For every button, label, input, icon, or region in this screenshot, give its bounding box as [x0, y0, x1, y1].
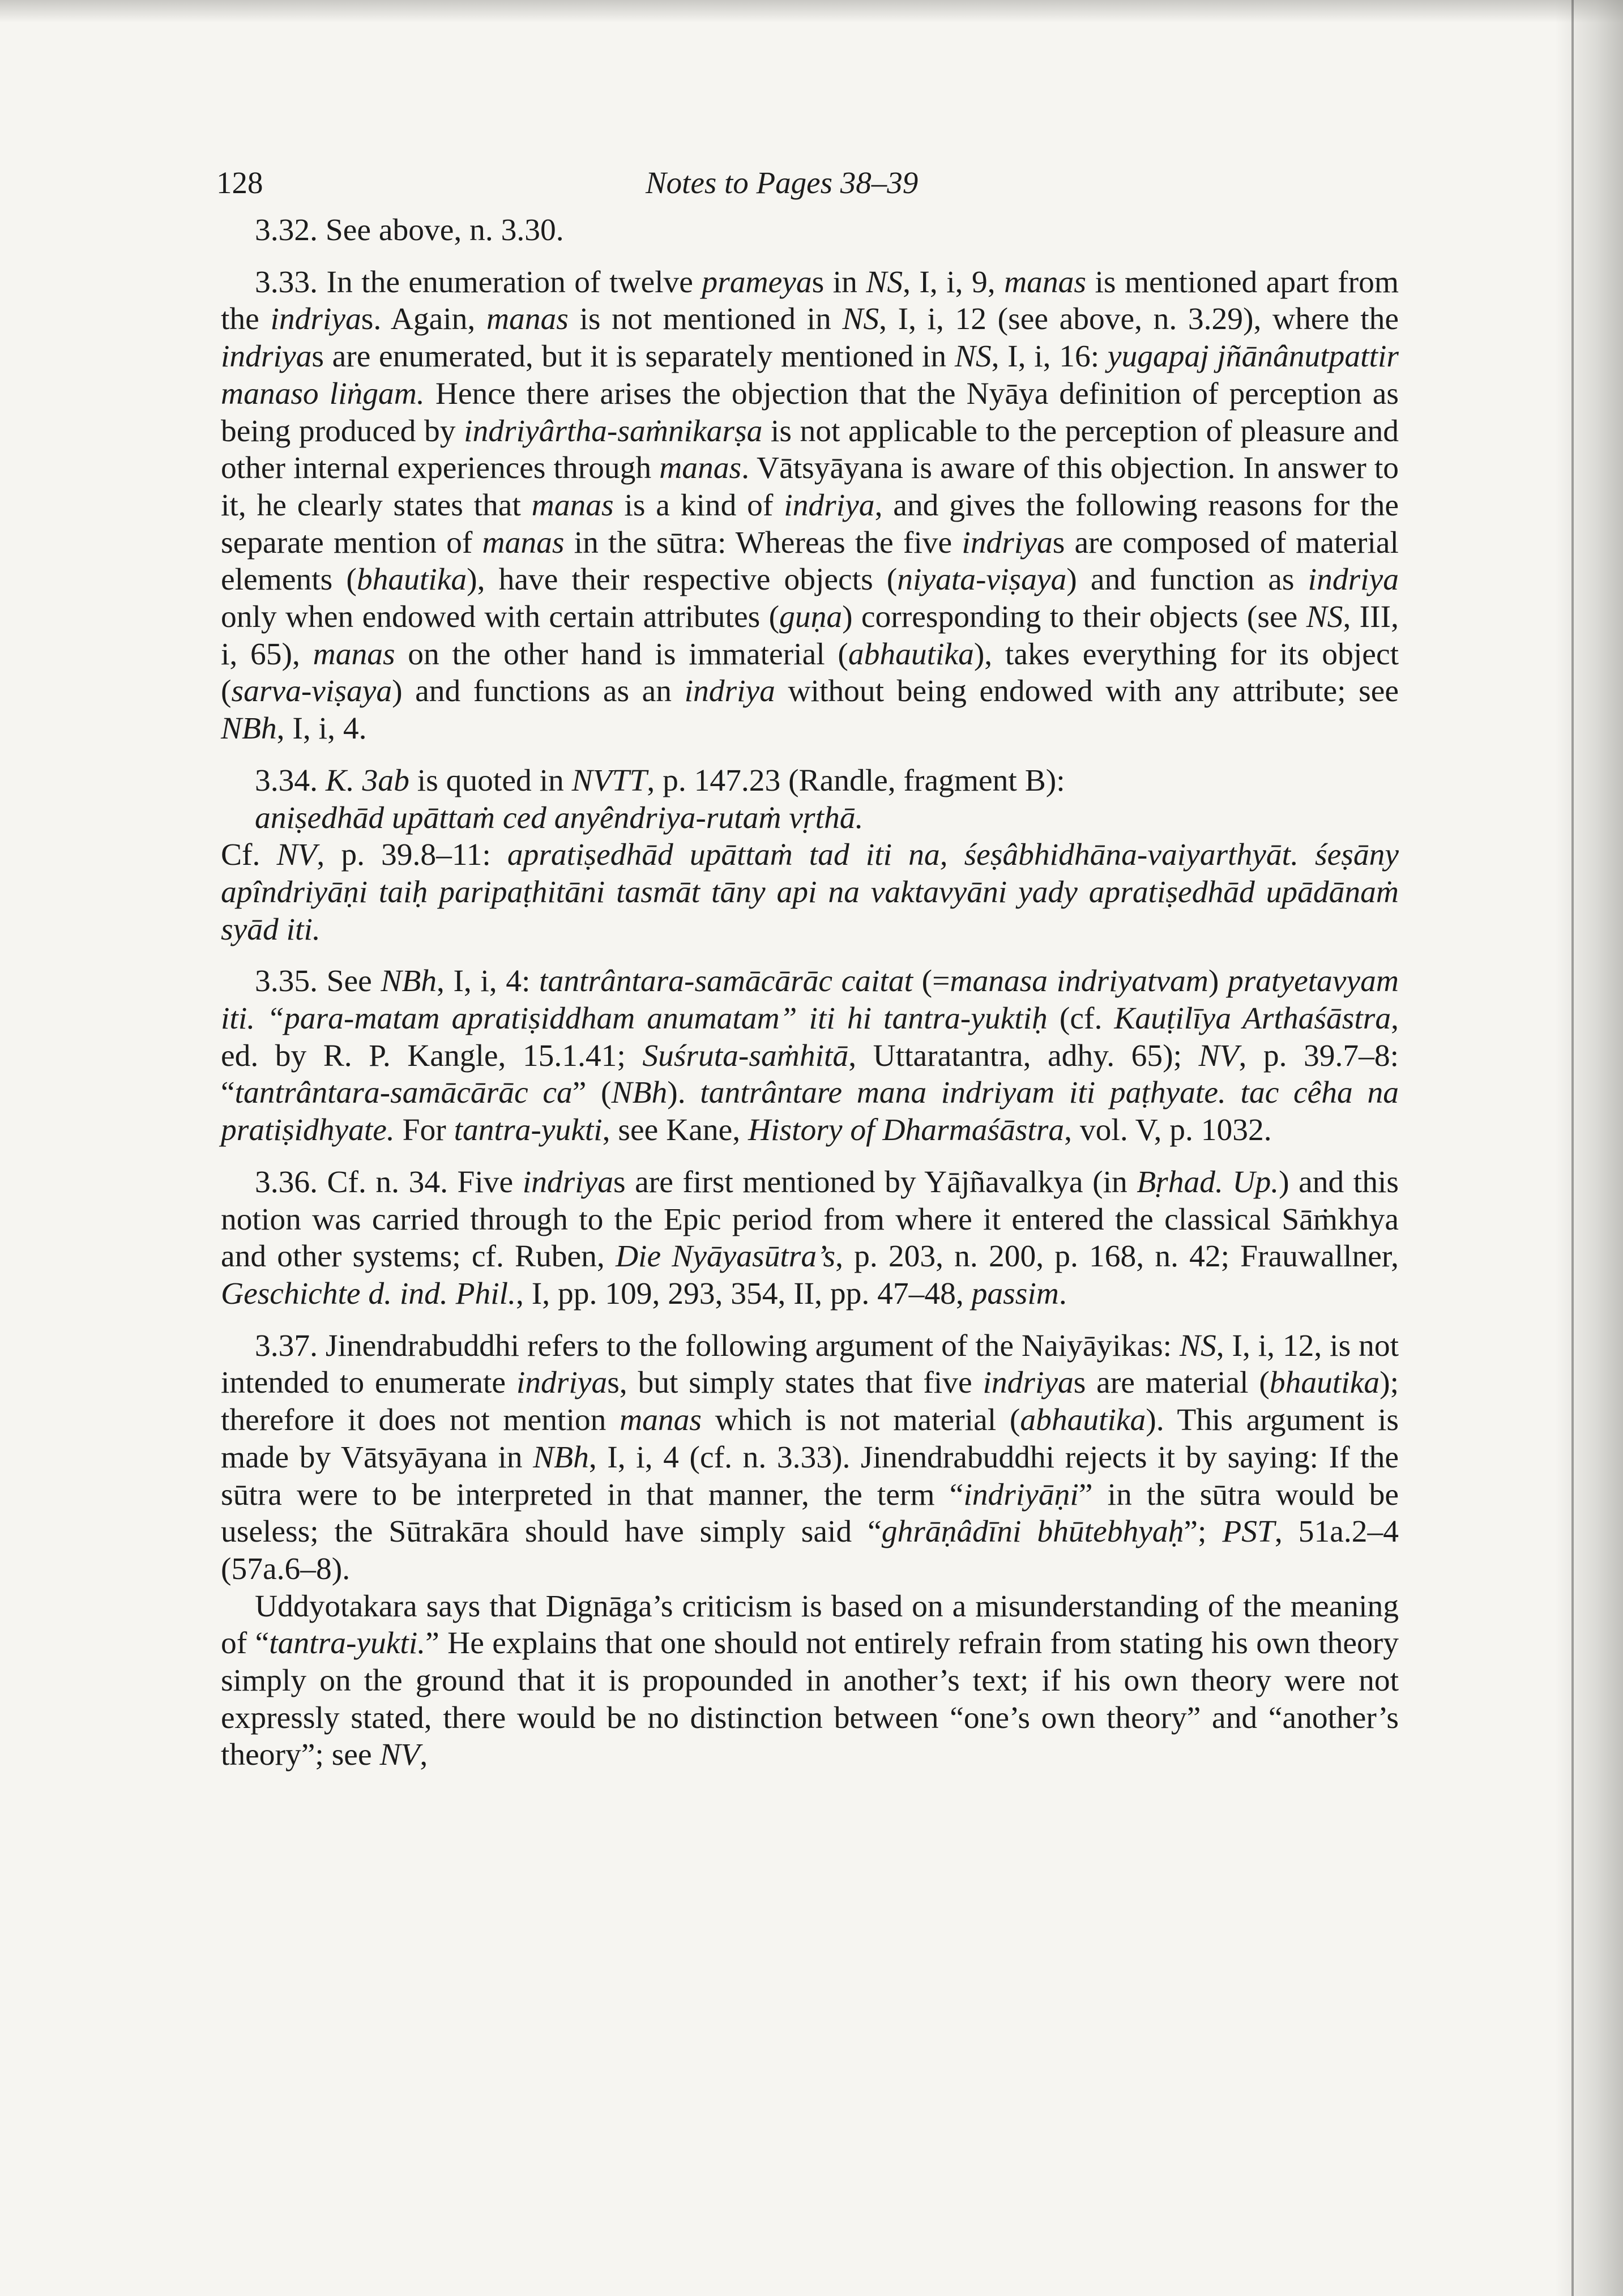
- note-3-34-verse: aniṣedhād upāttaṁ ced anyêndriya-rutaṁ vṛthā.: [255, 800, 864, 835]
- book-page: [216, 164, 1399, 2294]
- scan-edge-right: [1555, 0, 1623, 2296]
- note-3-36: 3.36. Cf. n. 34. Five indriyas are first mentioned by Yājñavalkya (in Bṛhad. Up.) and this notion was carried through to the Epic period from where it entered the classical Sāṁkhya and other systems; cf. Ruben, Die Nyāyasūtra’s, p. 203, n. 200, p. 168, n. 42; Frauwallner, Geschichte d. ind. Phil., I, pp. 109, 293, 354, II, pp. 47–48, passim.: [221, 1164, 1399, 1311]
- scan-edge-top: [0, 0, 1623, 23]
- note-3-34: [221, 762, 1399, 949]
- note-3-37-para-2: Uddyotakara says that Dignāga’s criticism is based on a misunderstanding of the meaning of “tantra-yukti.” He explains that one should not entirely refrain from stating his own theory simply on the ground that it is propounded in another’s text; if his own theory were not expressly stated, there would be no distinction between “one’s own theory” and “another’s theory”; see NV,: [221, 1589, 1399, 1773]
- note-3-34-cf: Cf. NV, p. 39.8–11: apratiṣedhād upāttaṁ tad iti na, śeṣâbhidhāna-vaiyarthyāt. śeṣāny apîndriyāṇi taiḥ paripaṭhitāni tasmāt tāny api na vaktavyāni yady apratiṣedhād upādānaṁ syād iti.: [221, 838, 1399, 947]
- note-3-32: 3.32. See above, n. 3.30.: [255, 213, 564, 247]
- note-3-35: 3.35. See NBh, I, i, 4: tantrântara-samācārāc caitat (=manasa indriyatvam) pratyetavyam iti. “para-matam apratiṣiddham anumatam” iti hi tantra-yuktiḥ (cf. Kauṭilīya Arthaśāstra, ed. by R. P. Kangle, 15.1.41; Suśruta-saṁhitā, Uttaratantra, adhy. 65); NV, p. 39.7–8: “tantrântara-samācārāc ca” (NBh). tantrântare mana indriyam iti paṭhyate. tac cêha na pratiṣidhyate. For tantra-yukti, see Kane, History of Dharmaśāstra, vol. V, p. 1032.: [221, 964, 1399, 1148]
- running-head: [216, 164, 1399, 202]
- note-3-33: 3.33. In the enumeration of twelve prameyas in NS, I, i, 9, manas is mentioned apart from the indriyas. Again, manas is not mentioned in NS, I, i, 12 (see above, n. 3.29), where the indriyas are enumerated, but it is separately mentioned in NS, I, i, 16: yugapaj jñānânutpattir manaso liṅgam. Hence there arises the objection that the Nyāya definition of perception as being produced by indriyârtha-saṁnikarṣa is not applicable to the perception of pleasure and other internal experiences through manas. Vātsyāyana is aware of this objection. In answer to it, he clearly states that manas is a kind of indriya, and gives the following reasons for the separate mention of manas in the sūtra: Whereas the five indriyas are composed of material elements (bhautika), have their respective objects (niyata-viṣaya) and function as indriya only when endowed with certain attributes (guṇa) corresponding to their objects (see NS, III, i, 65), manas on the other hand is immaterial (abhautika), takes everything for its object (sarva-viṣaya) and functions as an indriya without being endowed with any attribute; see NBh, I, i, 4.: [221, 264, 1399, 746]
- running-title: Notes to Pages 38–39: [646, 165, 919, 200]
- note-3-34-lead: 3.34. K. 3ab is quoted in NVTT, p. 147.23 (Randle, fragment B):: [255, 763, 1065, 798]
- note-3-37-para-1: 3.37. Jinendrabuddhi refers to the following argument of the Naiyāyikas: NS, I, i, 12, is not intended to enumerate indriyas, but simply states that five indriyas are material (bhautika); therefore it does not mention manas which is not material (abhautika). This argument is made by Vātsyāyana in NBh, I, i, 4 (cf. n. 3.33). Jinendrabuddhi rejects it by saying: If the sūtra were to be interpreted in that manner, the term “indriyāṇi” in the sūtra would be useless; the Sūtrakāra should have simply said “ghrāṇâdīni bhūtebhyaḥ”; PST, 51a.2–4 (57a.6–8).: [221, 1328, 1399, 1586]
- scan-binding-line: [1571, 0, 1574, 2296]
- page-number: 128: [216, 165, 263, 200]
